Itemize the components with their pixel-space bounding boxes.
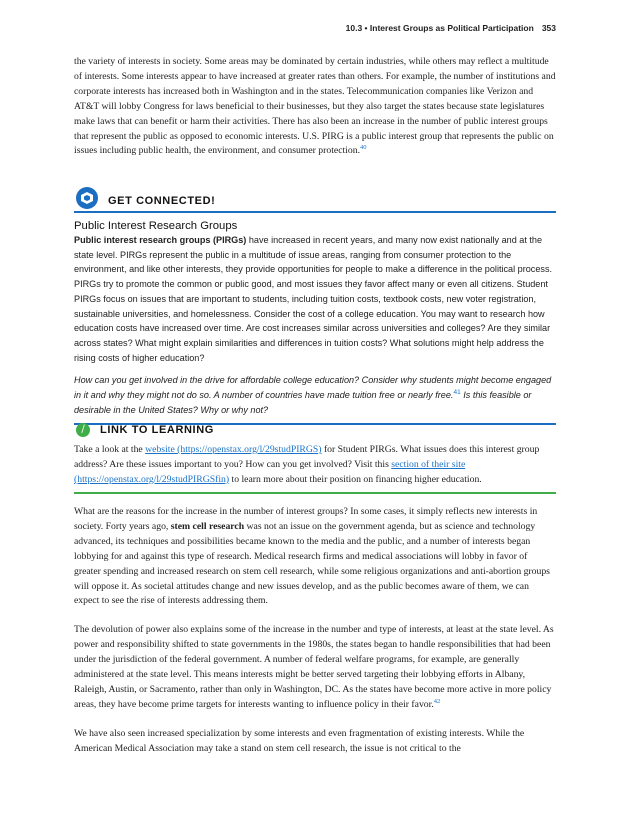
hexagon-badge-icon [76, 187, 98, 209]
pirg-term: Public interest research groups (PIRGs) [74, 235, 247, 245]
page-number: 353 [541, 23, 556, 33]
get-connected-label: GET CONNECTED! [108, 195, 216, 207]
get-connected-subheading: Public Interest Research Groups [74, 220, 238, 232]
get-connected-body [74, 233, 556, 365]
running-head [74, 23, 556, 33]
paragraph-text: We have also seen increased specialization by some interests and even fragmentation of existing interests. While the American Medical Association may take a stand on stem cell research, the issue is not critical to the [74, 728, 525, 754]
footnote-42[interactable]: 42 [433, 697, 441, 705]
get-connected-box [74, 183, 556, 425]
paragraph-specialization [74, 727, 556, 757]
get-connected-header [74, 183, 556, 213]
section-title: 10.3 • Interest Groups as Political Participation [345, 23, 534, 33]
ltl-text-3: to learn more about their position on financing higher education. [229, 473, 482, 485]
question-text-a: How can you get involved in the drive for affordable college education? Consider why students might become engaged in it and why they might not do so. A number of countries have made tuition free or nearly free. [74, 375, 552, 401]
get-connected-body-text: have increased in recent years, and many now exist nationally and at the state level. PIRGs represent the public in a multitude of issue areas, ranging from consumer protection to the environment, and like other interests, they provide opportunities for people to make a difference in the political process. PIRGs try to promote the common or public good, and most issues they favor affect many or even all citizens. Student PIRGs focus on issues that are important to students, including tuition costs, textbook costs, new voter registration, sustainable universities, and homelessness. Consider the cost of a college education. You may want to research how education costs have increased over time. Are cost increases similar across universities and colleges? Are they similar across states? What might explain similarities and differences in tuition costs? What solutions might help address the rising costs of higher education? [74, 235, 553, 363]
get-connected-question [74, 373, 556, 417]
paragraph-new-interests [74, 505, 556, 609]
question-text-b: Is this feasible or desirable in the United States? Why or why not? [74, 390, 532, 415]
paragraph-text: What are the reasons for the increase in the number of interest groups? In some cases, it simply reflects new interests in society. Forty years ago, [74, 506, 538, 532]
link-to-learning-rule [74, 492, 556, 494]
link-to-learning-box [74, 419, 556, 494]
paragraph-devolution [74, 623, 556, 712]
paragraph-text: the variety of interests in society. Some areas may be dominated by certain industries, while others may reflect a multitude of interests. Some interests appear to have increased at greater rates than others. For example, the number of institutions and corporate interests has increased both in Washington and in the states. Telecommunication companies like Verizon and AT&T will lobby Congress for laws beneficial to their businesses, but they also target the states because state legislatures make laws that can benefit or harm their activities. There has also been an increase in the number of public interest groups that represent the public as opposed to economic interests. U.S. PIRG is a public interest group that represents the public on issues including public health, the environment, and consumer protection. [74, 56, 556, 157]
link-to-learning-header [74, 419, 556, 441]
paragraph-text: The devolution of power also explains some of the increase in the number and type of interests, at least at the state level. As power and responsibility shifted to state governments in the 1980s, the states began to handle responsibilities that had been under the jurisdiction of the federal government. A number of federal welfare programs, for example, are generally administered at the state level. This means interests might be better served targeting their lobbying efforts in Albany, Raleigh, Austin, or Sacramento, rather than only in Washington, DC. As the states have become more active in more policy areas, they have become prime targets for interests wanting to influence policy in their favor. [74, 624, 554, 710]
paragraph-interest-variety [74, 55, 556, 159]
ltl-text-2: for Student PIRGs. What issues does this interest group address? Are these issues important to you? How can you get involved? Visit this [74, 444, 540, 470]
link-icon: ∕ [76, 423, 90, 437]
footnote-40[interactable]: 40 [360, 144, 367, 152]
footnote-41[interactable]: 41 [453, 389, 461, 396]
student-pirgs-financing-link[interactable]: section of their site (https://openstax.org/l/29studPIRGSfin) [74, 458, 466, 485]
ltl-text-1: Take a look at the [74, 444, 146, 455]
link-to-learning-label: LINK TO LEARNING [100, 424, 214, 436]
student-pirgs-website-link[interactable]: website (https://openstax.org/l/29studPIRGS) [145, 444, 322, 455]
link-to-learning-body [74, 443, 556, 488]
paragraph-text: was not an issue on the government agenda, but as science and technology advanced, its techniques and possibilities became known to the media and the public, and a number of interests began lobbying for and against this type of research. Medical research firms and medical associations will lobby in favor of greater spending and increased research on stem cell research, while some religious organizations and anti-abortion groups will oppose it. As societal attitudes change and new issues develop, and as the public becomes aware of them, we can expect to see the rise of interests addressing them. [74, 520, 550, 607]
stem-cell-term: stem cell research [170, 520, 245, 532]
